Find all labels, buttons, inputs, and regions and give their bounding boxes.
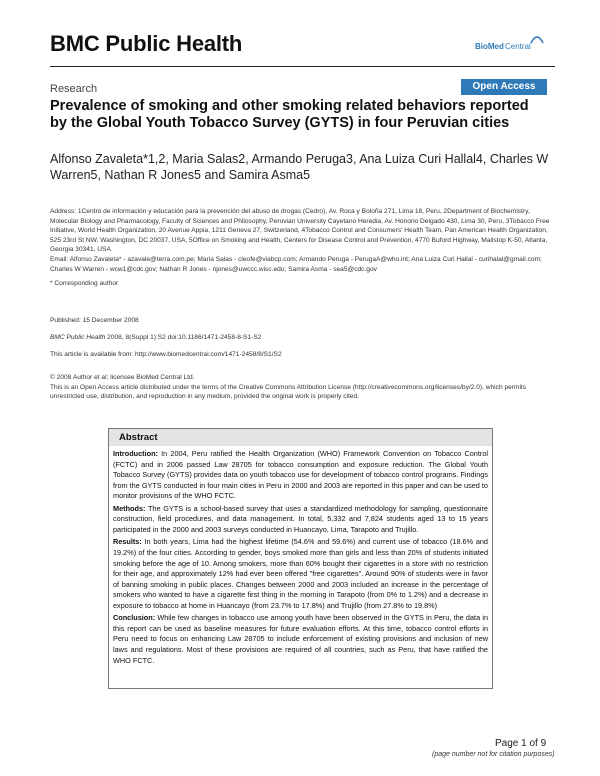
biomed-central-logo [475,33,555,55]
author-emails: Email: Alfonso Zavaleta* - azavale@terra.com.pe; Maria Salas - cleofe@viabcp.com; Armando Peruga - PerugaA@who.int; Ana Luiza Curi Hallal - curihalal@gmail.com; Charles W Warren - wcw1@cdc.gov; Nathan R Jones - njones@uwccc.wisc.edu; Samira Asma - sea5@cdc.gov [50,256,542,273]
published-date: Published: 15 December 2008 [50,317,139,324]
open-access-badge: Open Access [461,79,547,95]
copyright-block [50,373,555,402]
article-url[interactable]: This article is available from: http://www.biomedcentral.com/1471-2458/8/S1/S2 [50,351,282,358]
section-label: Research [50,83,98,95]
copyright-line: © 2008 Author et al; licensee BioMed Central Ltd. [50,374,195,381]
citation [50,333,261,343]
abstract-heading: Abstract [109,429,492,446]
abstract-body [113,449,488,668]
page-number: Page 1 of 9 [495,738,547,749]
abstract-introduction: Introduction: In 2004, Peru ratified the Health Organization (WHO) Framework Convention on Tobacco Control (FCTC) and in 2006 passed Law 28705 for tobacco consumption and exposure reduction. The Global Youth Tobacco Survey (GYTS) provides data on youth tobacco use for development of tobacco control programs. Findings from the GYTS conducted in four main cities in Peru in 2000 and 2003 are reported in this paper and can be used to monitor provisions of the WHO FCTC. [113,449,488,501]
author-list: Alfonso Zavaleta*1,2, Maria Salas2, Armando Peruga3, Ana Luiza Curi Hallal4, Charles W Warren5, Nathan R Jones5 and Samira Asma5 [50,152,549,182]
logo-text-light: Central [505,42,531,51]
abstract-results: Results: In both years, Lima had the highest lifetime (54.6% and 59.6%) and current use of tobacco (18.6% and 19.2%) of the four cities. According to gender, boys smoked more than girls and less than 20% of students initiated smoking before the age of 10. Among smokers, more than 60% bought their cigarettes in a store with no restriction for their age, and approximately 12% had ever been offered "free cigarettes". Around 90% of students were in favor of banning smoking in public places. Changes between 2000 and 2003 included an increase in the percentage of smokers who wanted to have a cigarette first thing in the morning in Tarapoto (from 0% to 1.2%) and a decrease in exposure to tobacco at home in Huancayo (from 23.7% to 17.8%) and Trujillo (from 27.8% to 19.8%) [113,537,488,610]
citation-details: 2008, 8(Suppl 1):S2 doi:10.1186/1471-2458-8-S1-S2 [105,334,262,341]
affiliations: Address: 1Centro de información y educación para la prevención del abuso de drogas (Cedro), Av. Roca y Boloña 271, Lima 18, Peru, 2Department of Biochemistry, Molecular Biology and Pharmacology, Faculty of Sciences and Philosophy, Peruvian University Cayetano Heredia, Av. Honorio Delgado 430, Lima 30, Peru, 3Tobacco Free Initiative, World Health Organization, 20 Avenue Appia, 1211 Geneva 27, Switzerland, 4Tobacco Control and Consumers' Health Team, Pan American Health Organization, 525 23rd St NW, Washington, DC 20037, USA, 5Office on Smoking and Health, Centers for Disease Control and Prevention, 4770 Buford Highway, Mailstop K-50, Atlanta, Georgia 30341, USA [50,208,550,254]
corresponding-author-note: * Corresponding author [50,280,119,287]
logo-text-bold: BioMed [475,42,504,51]
license-text: This is an Open Access article distributed under the terms of the Creative Commons Attribution License (http://creativecommons.org/licenses/by/2.0), which permits unrestricted use, distribution, and reproduction in any medium, provided the original work is properly cited. [50,383,527,401]
abstract-box [108,428,493,689]
page-number-note: (page number not for citation purposes) [432,751,555,758]
citation-journal: BMC Public Health [50,334,106,341]
journal-title: BMC Public Health [50,31,243,56]
article-title: Prevalence of smoking and other smoking related behaviors reported by the Global Youth Tobacco Survey (GYTS) in four Peruvian cities [50,98,529,131]
abstract-conclusion: Conclusion: While few changes in tobacco use among youth have been observed in the GYTS in Peru, the data in this report can be used as baseline measures for future evaluation efforts. At this time, tobacco control efforts in Peru need to focus on enhancing Law 28705 to include enforcement of existing provisions and inclusion of new laws and regulations. Most of these provisions are required of all countries, such as Peru, that have ratified the WHO FCTC. [113,613,488,665]
header-divider [50,66,555,67]
abstract-methods: Methods: The GYTS is a school-based survey that uses a standardized methodology for sampling, questionnaire construction, field procedures, and data management. In total, 5,332 and 7,824 students aged 13 to 15 years participated in the 2000 and 2003 surveys conducted in Huancayo, Lima, Tarapoto and Trujillo. [113,503,488,534]
logo-arc-icon [529,33,545,45]
